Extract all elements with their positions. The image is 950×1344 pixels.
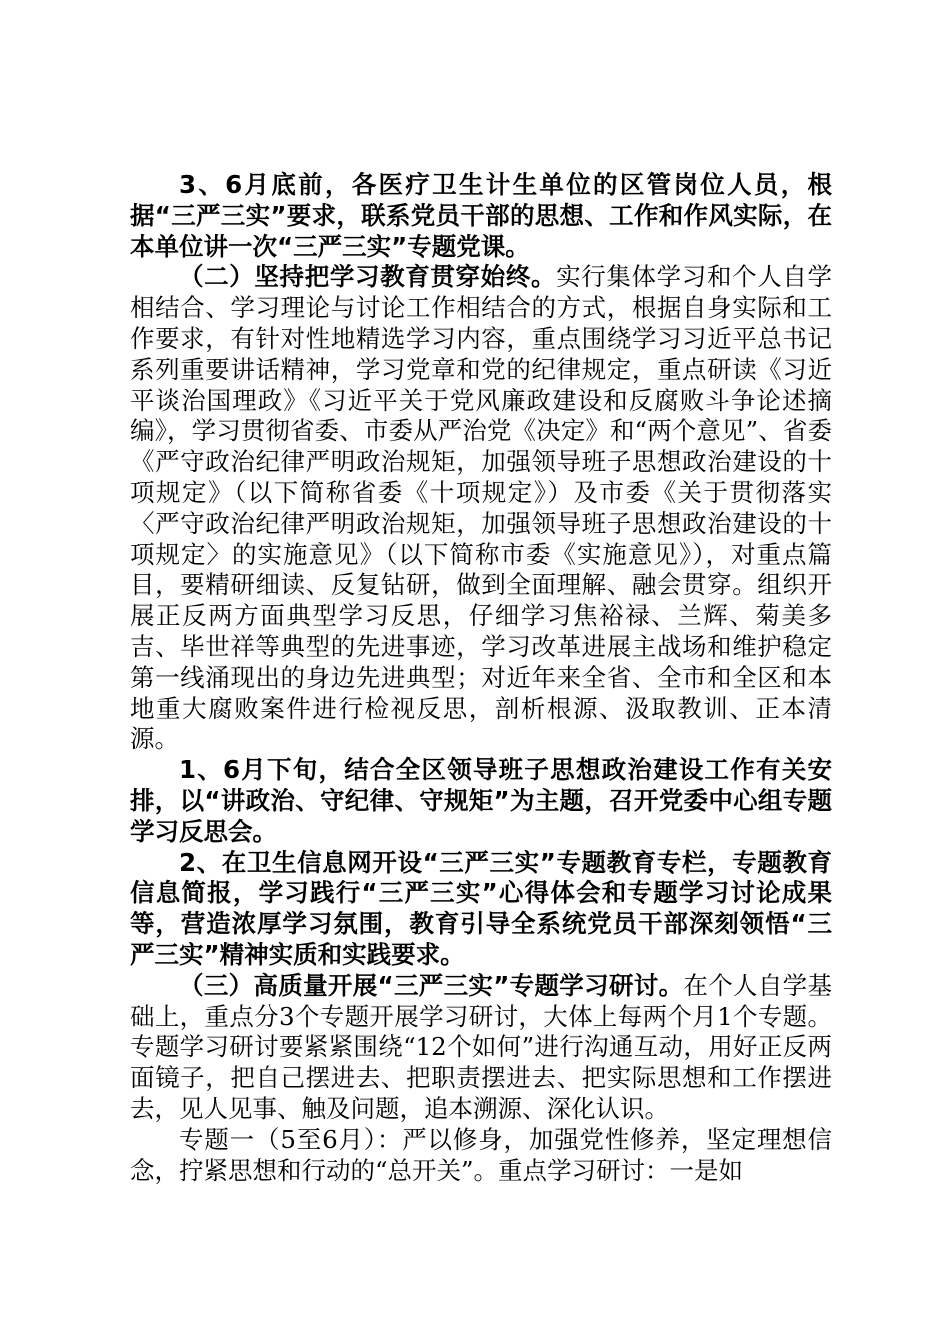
- topic-one-paragraph: [130, 1125, 832, 1187]
- paragraph-text: 专题一（5至6月）：严以修身，加强党性修养，坚定理想信念，拧紧思想和行动的“总开关”。重点学习研讨：一是如: [130, 1124, 832, 1185]
- section-three-paragraph: [130, 971, 832, 1125]
- section-two-paragraph: [130, 262, 832, 755]
- document-page: [130, 170, 832, 1186]
- paragraph-text: 2、在卫生信息网开设“三严三实”专题教育专栏，专题教育信息简报，学习践行“三严三实”心得体会和专题学习讨论成果等，营造浓厚学习氛围，教育引导全系统党员干部深刻领悟“三严三实”精神实质和实践要求。: [130, 847, 832, 969]
- paragraph-item-2-column: [130, 848, 832, 971]
- paragraph-text: 3、6月底前，各医疗卫生计生单位的区管岗位人员，根据“三严三实”要求，联系党员干部的思想、工作和作风实际，在本单位讲一次“三严三实”专题党课。: [130, 170, 832, 261]
- paragraph-item-1-meeting: [130, 755, 832, 847]
- paragraph-text: 在个人自学基础上，重点分3个专题开展学习研讨，大体上每两个月1个专题。专题学习研讨要紧紧围绕“12个如何”进行沟通互动，用好正反两面镜子，把自己摆进去、把职责摆进去、把实际思想和工作摆进去，见人见事、触及问题，追本溯源、深化认识。: [130, 970, 833, 1123]
- paragraph-text: 1、6月下旬，结合全区领导班子思想政治建设工作有关安排，以“讲政治、守纪律、守规矩”为主题，召开党委中心组专题学习反思会。: [130, 755, 832, 846]
- section-heading: （二）坚持把学习教育贯穿始终。: [179, 262, 557, 292]
- section-heading: （三）高质量开展“三严三实”专题学习研讨。: [179, 970, 684, 1000]
- paragraph-item-3-lecture: [130, 170, 832, 262]
- paragraph-text: 实行集体学习和个人自学相结合、学习理论与讨论工作相结合的方式，根据自身实际和工作要求，有针对性地精选学习内容，重点围绕学习习近平总书记系列重要讲话精神，学习党章和党的纪律规定，重点研读《习近平谈治国理政》《习近平关于党风廉政建设和反腐败斗争论述摘编》，学习贯彻省委、市委从严治党《决定》和“两个意见”、省委《严守政治纪律严明政治规矩，加强领导班子思想政治建设的十项规定》（以下简称省委《十项规定》）及市委《关于贯彻落实〈严守政治纪律严明政治规矩，加强领导班子思想政治建设的十项规定〉的实施意见》（以下简称市委《实施意见》），对重点篇目，要精研细读、反复钻研，做到全面理解、融会贯穿。组织开展正反两方面典型学习反思，仔细学习焦裕禄、兰辉、菊美多吉、毕世祥等典型的先进事迹，学习改革进展主战场和维护稳定第一线涌现出的身边先进典型；对近年来全省、全市和全区和本地重大腐败案件进行检视反思，剖析根源、汲取教训、正本清源。: [130, 262, 833, 754]
